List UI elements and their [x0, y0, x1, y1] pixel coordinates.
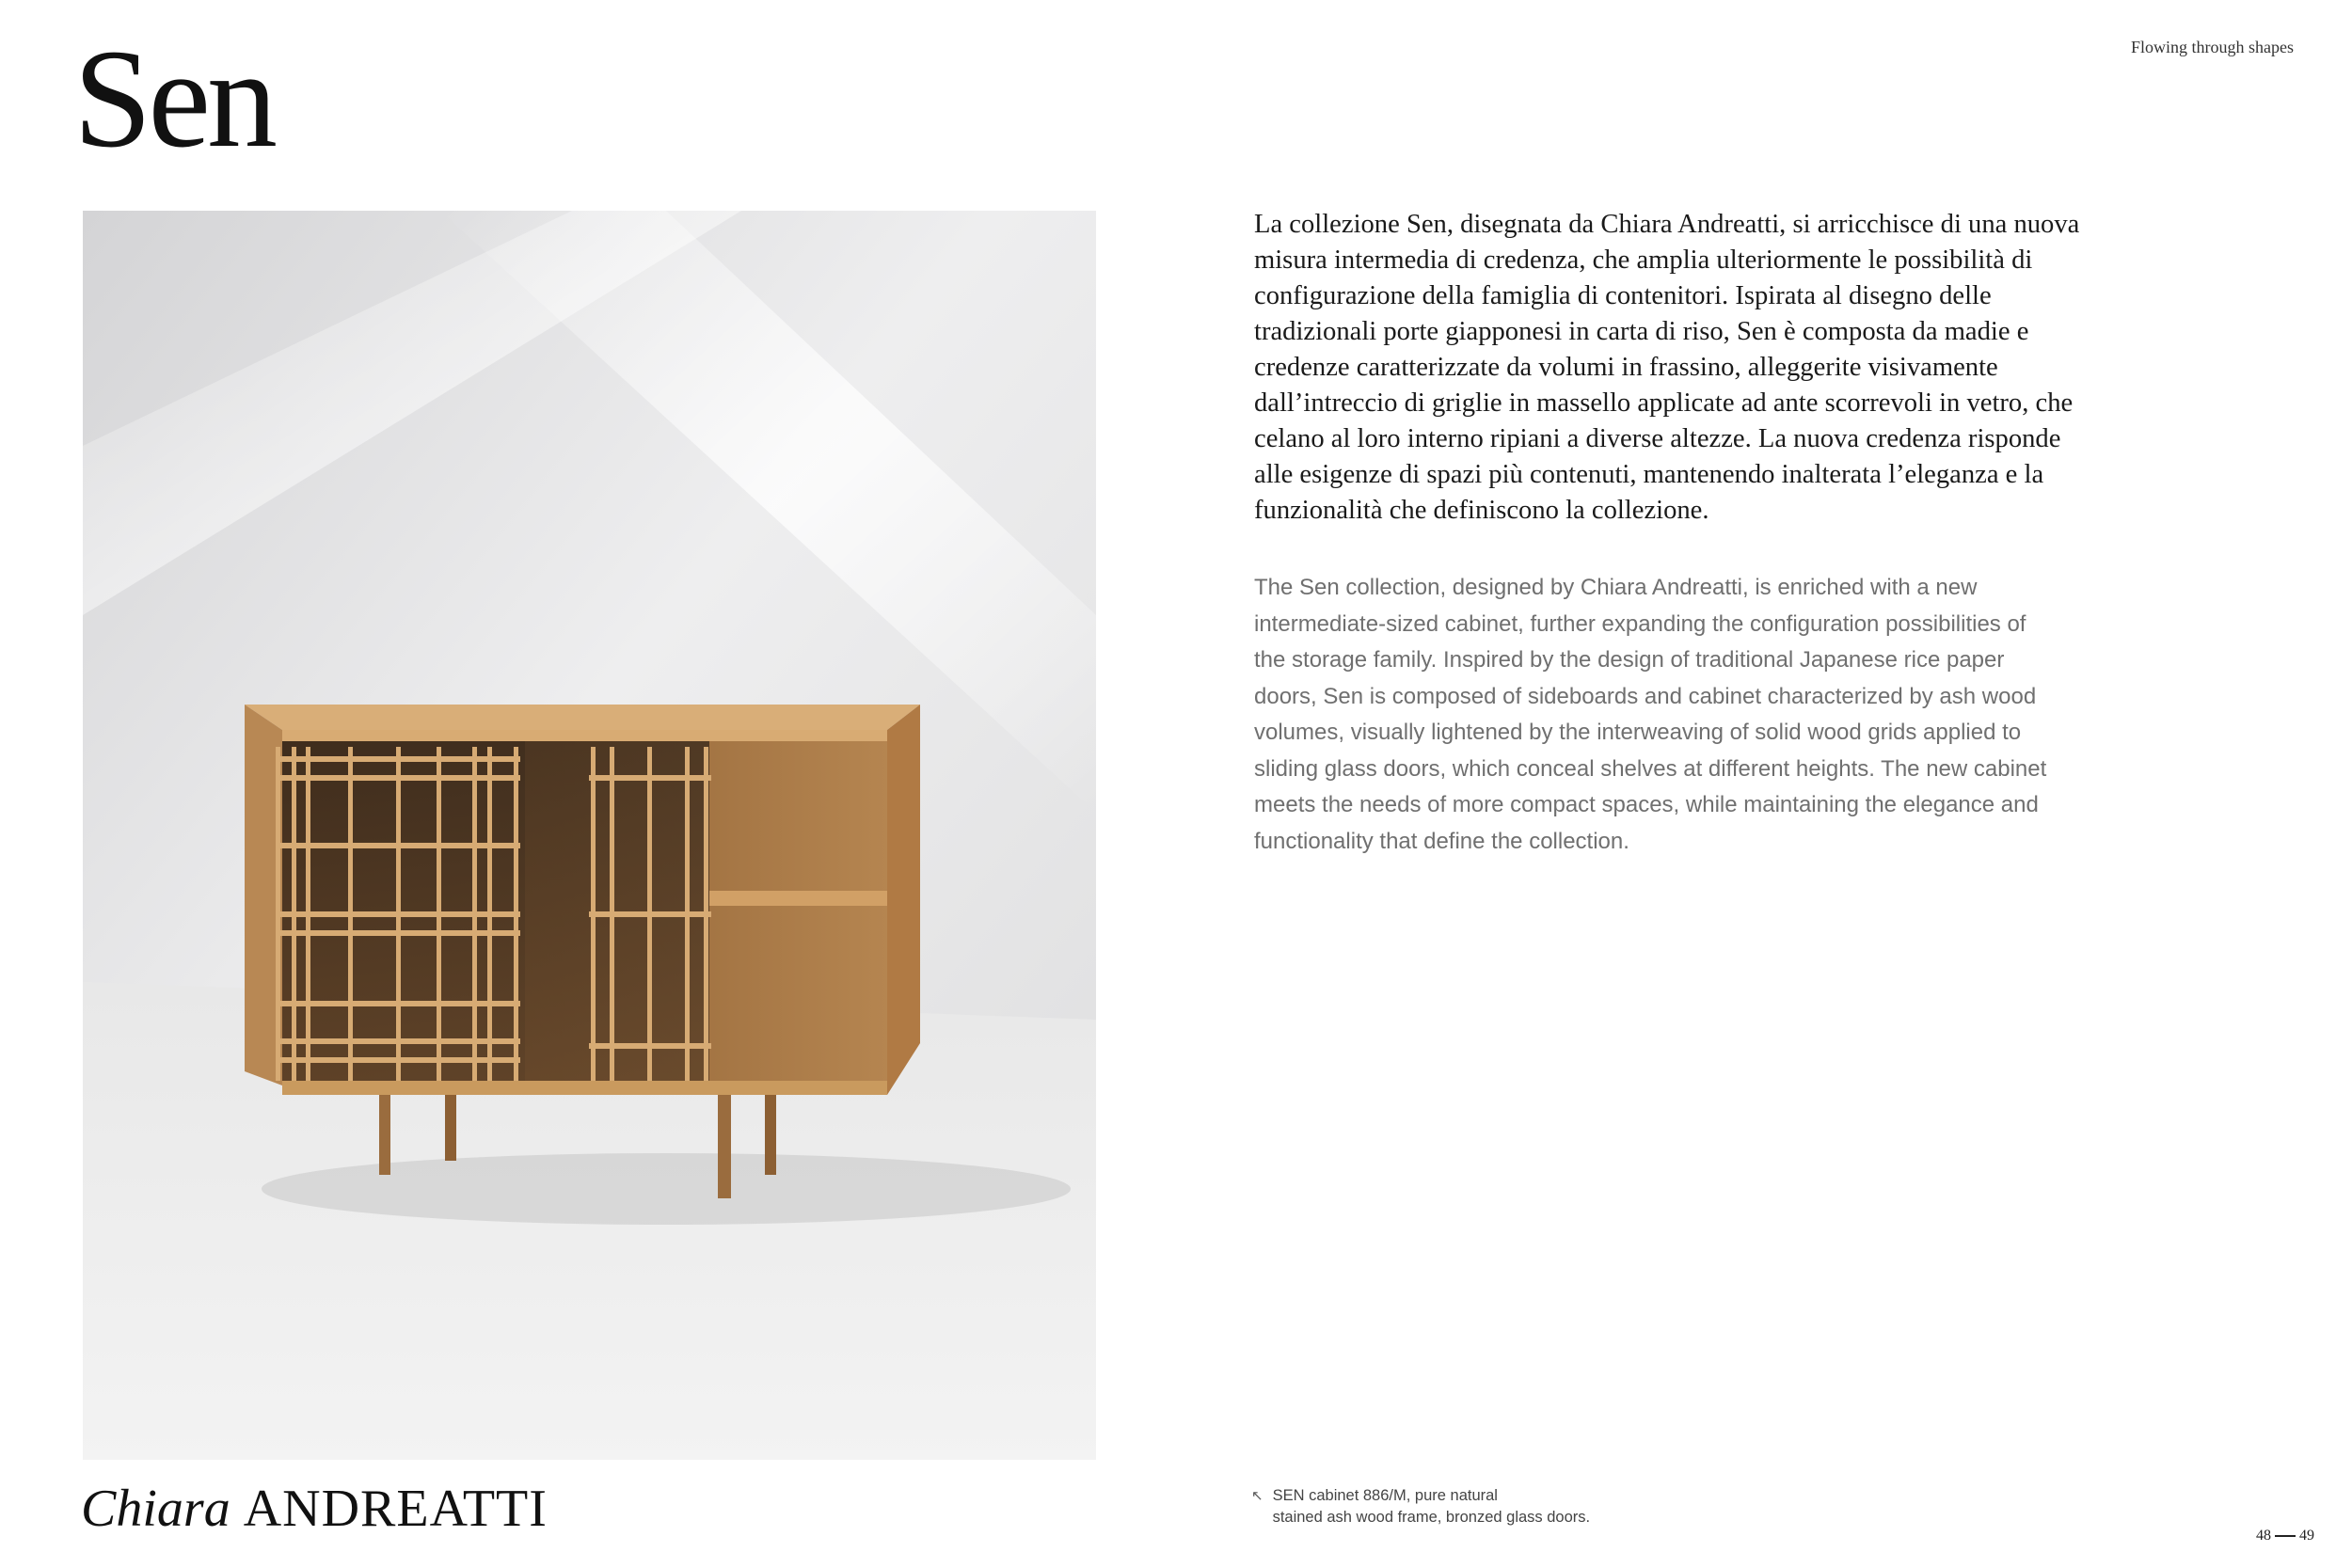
- designer-last-name: ANDREATTI: [243, 1480, 548, 1538]
- english-description: The Sen collection, designed by Chiara Andreatti, is enriched with a new intermediate-sized cabinet, further expanding the configuration possibilities of the storage family. Inspired by the design of traditional Japanese rice paper doors, Sen is composed of sideboards and cabinet characterized by ash wood volumes, visually lightened by the interweaving of solid wood grids applied to sliding glass doors, which conceal shelves at different heights. The new cabinet meets the needs of more compact spaces, while maintaining the elegance and functionality that define the collection.: [1254, 575, 2047, 854]
- left-page-number: 48: [2256, 1528, 2271, 1544]
- folio-divider: [2275, 1535, 2296, 1537]
- caption-line-1: SEN cabinet 886/M, pure natural: [1272, 1487, 1498, 1504]
- right-page-number: 49: [2299, 1528, 2314, 1544]
- page-title: Sen: [73, 21, 274, 177]
- caption-text: [1273, 1485, 1591, 1528]
- running-head: Flowing through shapes: [2131, 38, 2294, 56]
- italian-description: La collezione Sen, disegnata da Chiara Andreatti, si arricchisce di una nuova misura intermedia di credenza, che amplia ulteriormente le possibilità di configurazione della famiglia di contenitori. Ispirata al disegno delle tradizionali porte giapponesi in carta di riso, Sen è composta da madie e credenze caratterizzate da volumi in frassino, alleggerite visivamente dall’intreccio di griglie in massello applicate ad ante scorrevoli in vetro, che celano al loro interno ripiani a diverse altezze. La nuova credenza risponde alle esigenze di spazi più contenuti, mantenendo inalterata l’eleganza e la funzionalità che definiscono la collezione.: [1254, 210, 2080, 525]
- page-numbers: [2256, 1528, 2314, 1544]
- arrow-up-left-icon: ↖: [1251, 1488, 1263, 1504]
- cabinet-photo: [83, 211, 1096, 1460]
- cabinet-illustration: [83, 211, 1096, 1460]
- photo-caption: [1251, 1485, 1684, 1528]
- caption-line-2: stained ash wood frame, bronzed glass doors.: [1272, 1509, 1591, 1526]
- designer-name: [81, 1480, 548, 1538]
- designer-first-name: Chiara: [81, 1480, 230, 1538]
